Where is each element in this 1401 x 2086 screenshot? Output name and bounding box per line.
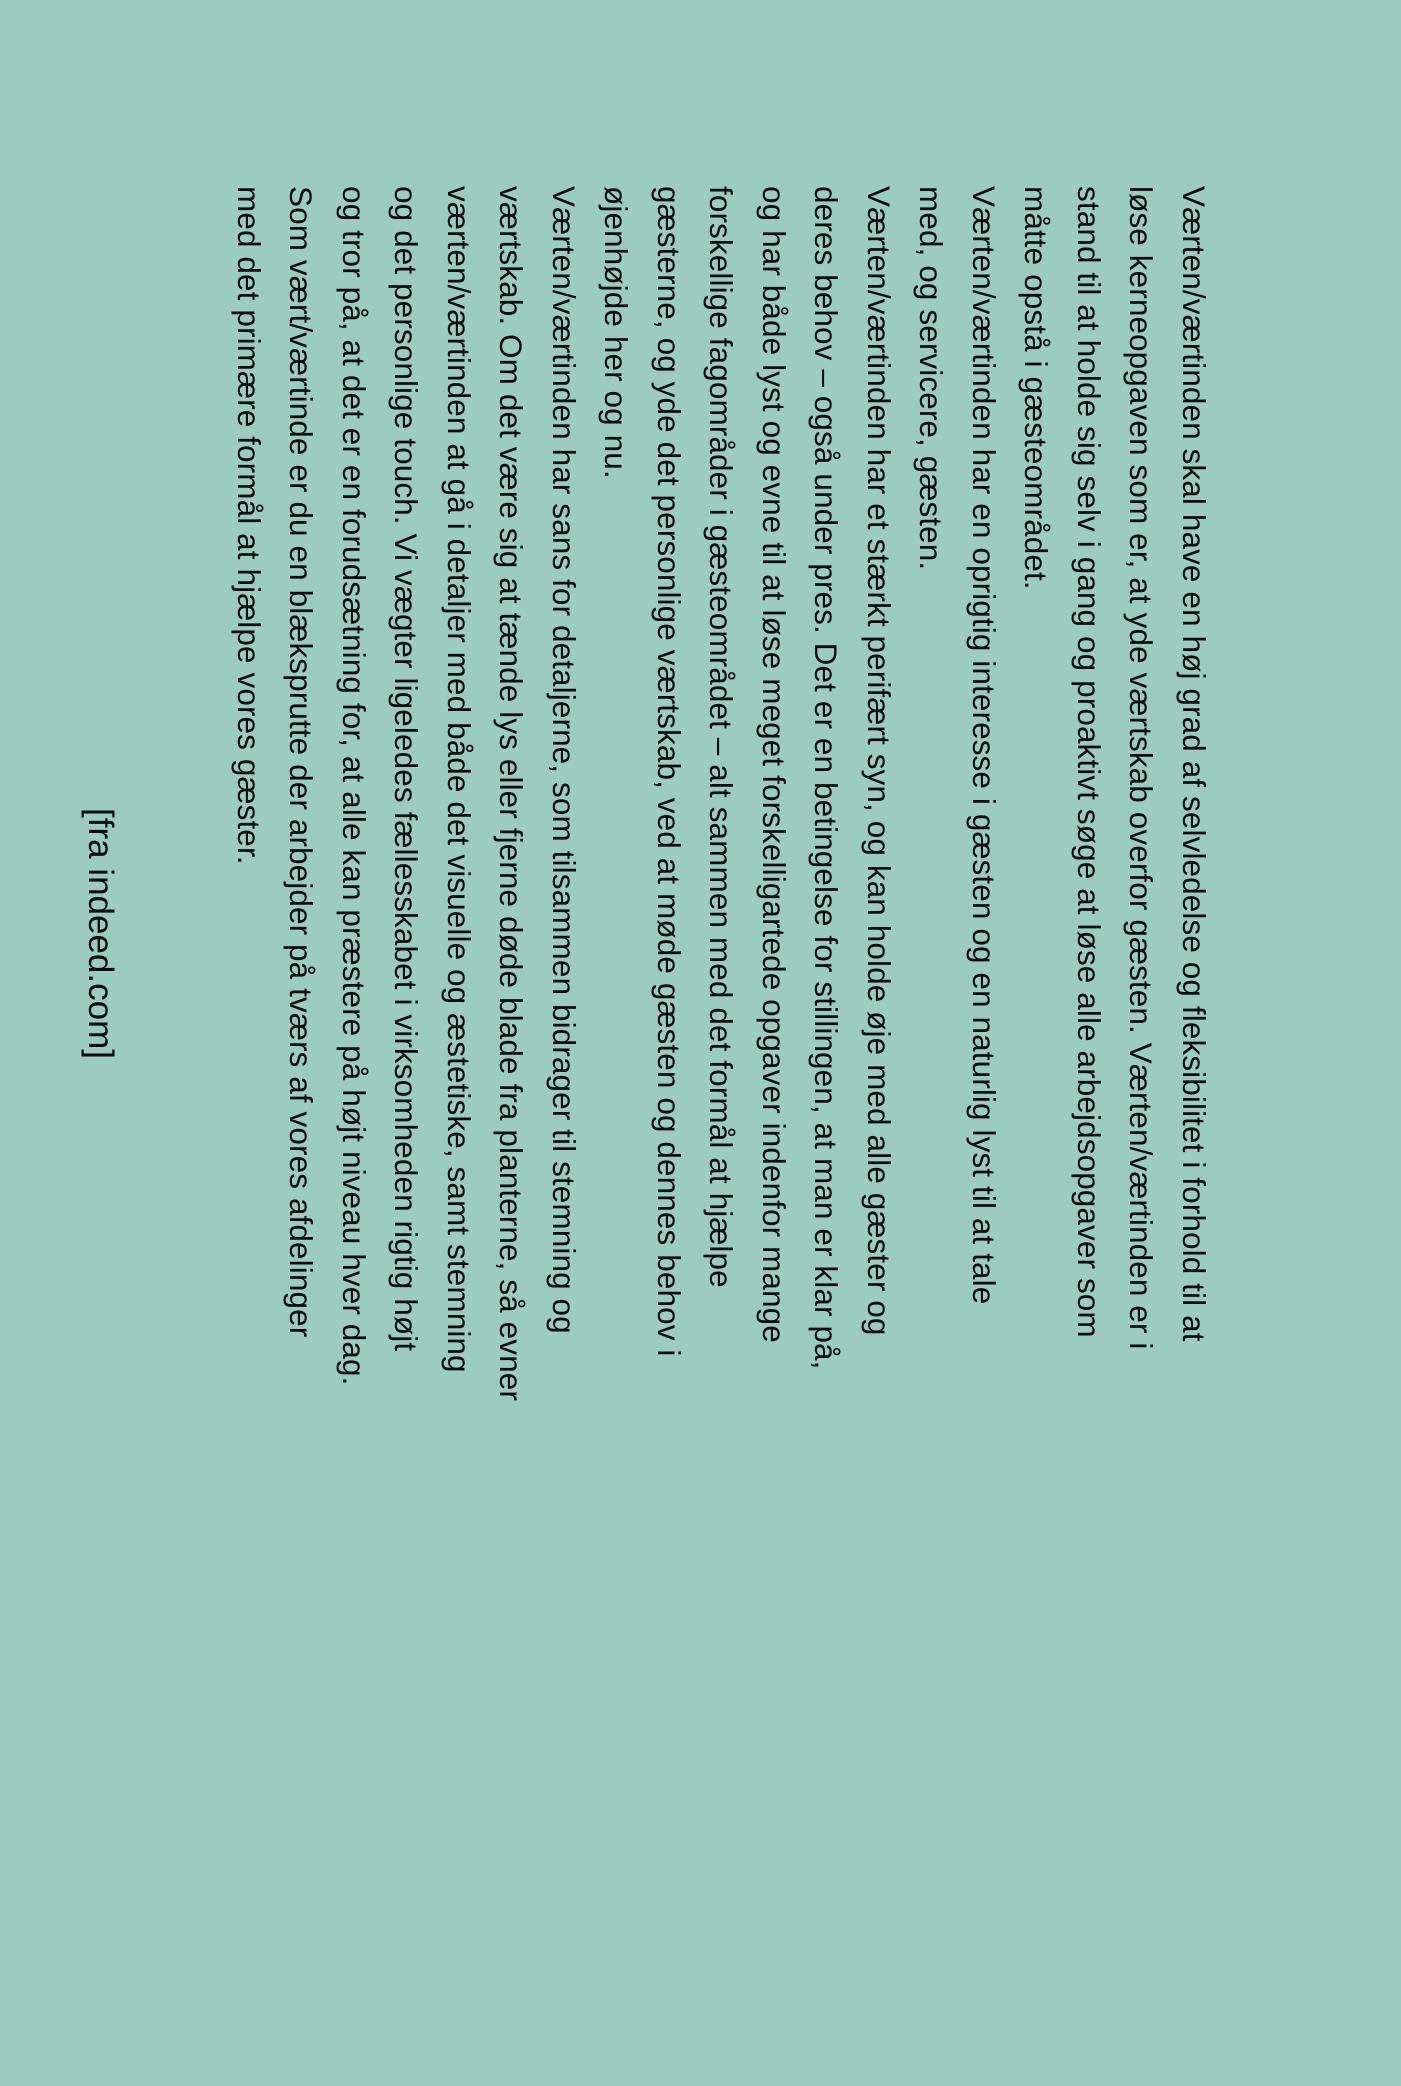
job-description-text: [223, 186, 1221, 2086]
paragraph-1: Værten/værtinden skal have en høj grad af selvledelse og fleksibilitet i forhold til at løse kerneopgaven som er, at yde værtskab overfor gæsten. Værten/værtinden er i stand til at holde sig selv i gang og proaktivt søge at løse alle arbejdsopgaver som måtte opstå i gæsteområdet.: [1018, 186, 1212, 1350]
paragraph-3: Værten/værtinden har et stærkt perifært syn, og kan holde øje med alle gæster og deres behov – også under pres. Det er en betingelse for stillingen, at man er klar på, og har både lyst og evne til at løse meget forskelligartede opgaver indenfor mange forskellige fagområder i gæsteområdet – alt sammen med det formål at hjælpe gæsterne, og yde det personlige værtskab, ved at møde gæsten og dennes behov i øjenhøjde her og nu.: [598, 186, 897, 1370]
paragraph-2: Værten/værtinden har en oprigtig interesse i gæsten og en naturlig lyst til at tale med, og servicere, gæsten.: [913, 186, 1002, 1305]
source-attribution: [fra indeed.com]: [81, 808, 120, 1059]
paragraph-4: Værten/værtinden har sans for detaljerne, som tilsammen bidrager til stemning og værtskab. Om det være sig at tænde lys eller fjerne døde blade fra planterne, så evner værten/værtinden at gå i detaljer med både det visuelle og æstetiske, samt stemning og det personlige touch. Vi vægter ligeledes fællesskabet i virksomheden rigtig højt og tror på, at det er en forudsætning for, at alle kan præstere på højt niveau hver dag. Som vært/værtinde er du en blæksprutte der arbejder på tværs af vores afdelinger med det primære formål at hjælpe vores gæster.: [231, 186, 582, 1401]
rotated-page-content: [50, 186, 1220, 2086]
